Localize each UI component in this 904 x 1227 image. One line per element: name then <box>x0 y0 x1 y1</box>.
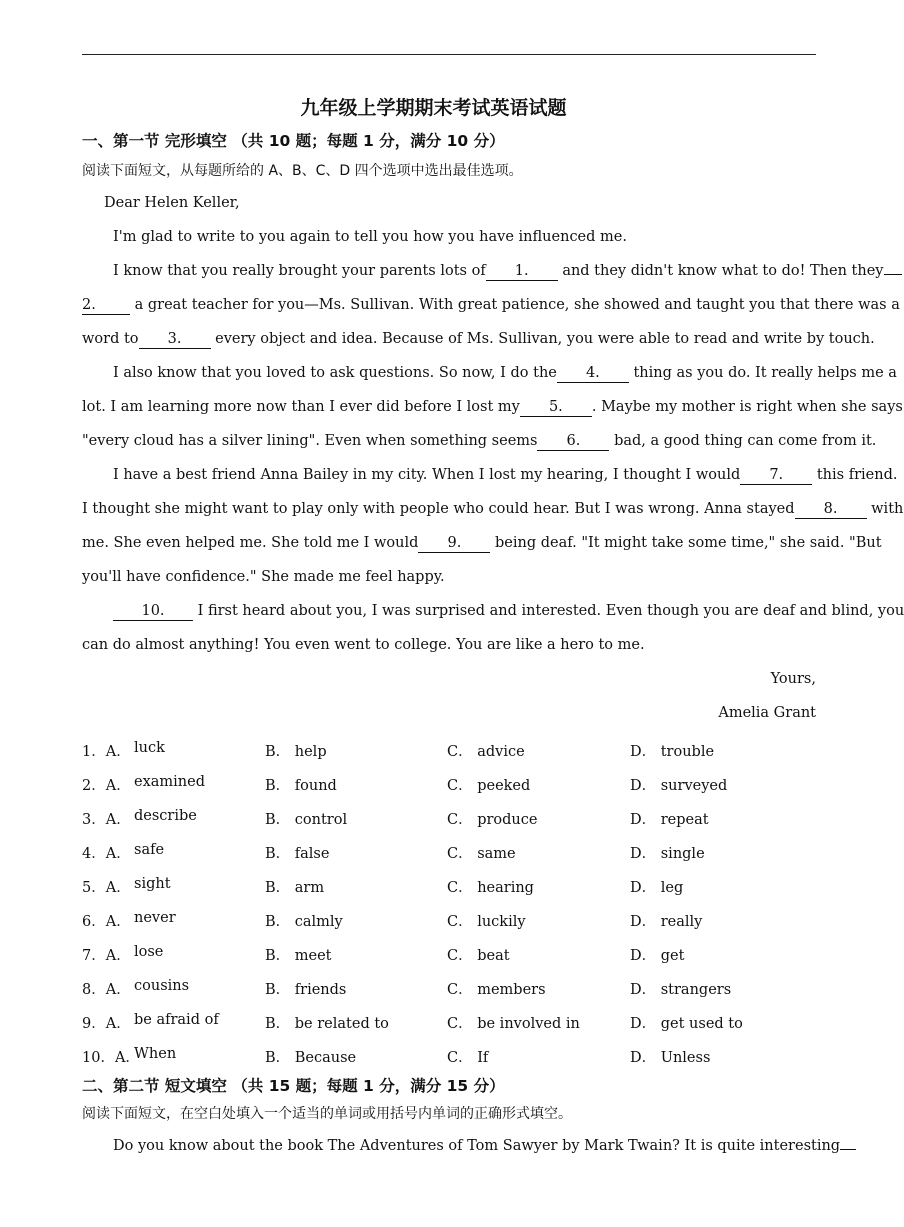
option-b[interactable]: B． friends <box>265 982 347 998</box>
option-d[interactable]: D． surveyed <box>630 778 728 794</box>
blank-8[interactable]: 8. <box>795 502 867 519</box>
option-number-a: 4．A． <box>82 846 131 862</box>
option-a[interactable]: When <box>134 1046 177 1062</box>
option-d[interactable]: D． get <box>630 948 685 964</box>
option-b[interactable]: B． arm <box>265 880 325 896</box>
option-a[interactable]: examined <box>134 774 205 790</box>
section1-instruction: 阅读下面短文，从每题所给的 A、B、C、D 四个选项中选出最佳选项。 <box>82 163 523 179</box>
letter-line: word to 3. every object and idea. Because of Ms. Sullivan, you were able to read and write by touch. <box>82 331 875 347</box>
option-b[interactable]: B． meet <box>265 948 332 964</box>
option-number-a: 2．A． <box>82 778 131 794</box>
option-c[interactable]: C． beat <box>447 948 510 964</box>
option-number-a: 10．A． <box>82 1050 140 1066</box>
letter-line: I thought she might want to play only with people who could hear. But I was wrong. Anna stayed 8. with <box>82 501 904 517</box>
letter-paragraph-5-end: can do almost anything! You even went to college. You are like a hero to me. <box>82 637 645 653</box>
option-a[interactable]: never <box>134 910 176 926</box>
option-c[interactable]: C． advice <box>447 744 525 760</box>
blank-9[interactable]: 9. <box>418 536 490 553</box>
option-c[interactable]: C． peeked <box>447 778 531 794</box>
option-b[interactable]: B． false <box>265 846 330 862</box>
letter-paragraph-1: I'm glad to write to you again to tell you how you have influenced me. <box>113 229 627 245</box>
letter-signature: Amelia Grant <box>718 705 816 721</box>
section2-paragraph-1: Do you know about the book The Adventures of Tom Sawyer by Mark Twain? It is quite interesting <box>113 1138 856 1154</box>
option-d[interactable]: D． get used to <box>630 1016 743 1032</box>
option-number-a: 8．A． <box>82 982 131 998</box>
option-c[interactable]: C． hearing <box>447 880 534 896</box>
letter-closing: Yours, <box>770 671 816 687</box>
letter-line: I also know that you loved to ask questions. So now, I do the 4. thing as you do. It really helps me a <box>113 365 897 381</box>
section2-heading: 二、第二节 短文填空 （共 15 题；每题 1 分，满分 15 分） <box>82 1077 505 1095</box>
option-a[interactable]: safe <box>134 842 165 858</box>
option-a[interactable]: be afraid of <box>134 1012 219 1028</box>
letter-line: "every cloud has a silver lining". Even when something seems 6. bad, a good thing can come from it. <box>82 433 877 449</box>
option-c[interactable]: C． produce <box>447 812 538 828</box>
blank-trail <box>884 274 902 275</box>
option-number-a: 5．A． <box>82 880 131 896</box>
section1-heading: 一、第一节 完形填空 （共 10 题；每题 1 分，满分 10 分） <box>82 132 505 150</box>
top-rule <box>82 54 816 55</box>
option-b[interactable]: B． help <box>265 744 327 760</box>
option-d[interactable]: D． leg <box>630 880 684 896</box>
option-a[interactable]: lose <box>134 944 164 960</box>
blank-6[interactable]: 6. <box>537 434 609 451</box>
letter-greeting: Dear Helen Keller, <box>104 195 240 211</box>
section2-instruction: 阅读下面短文，在空白处填入一个适当的单词或用括号内单词的正确形式填空。 <box>82 1106 572 1122</box>
option-b[interactable]: B． Because <box>265 1050 357 1066</box>
option-b[interactable]: B． calmly <box>265 914 343 930</box>
option-number-a: 1．A． <box>82 744 131 760</box>
option-c[interactable]: C． If <box>447 1050 489 1066</box>
option-number-a: 9．A． <box>82 1016 131 1032</box>
blank-7[interactable]: 7. <box>740 468 812 485</box>
option-a[interactable]: luck <box>134 740 165 756</box>
option-d[interactable]: D． really <box>630 914 703 930</box>
page-title: 九年级上学期期末考试英语试题 <box>300 97 567 119</box>
option-c[interactable]: C． members <box>447 982 546 998</box>
option-c[interactable]: C． luckily <box>447 914 526 930</box>
option-a[interactable]: cousins <box>134 978 190 994</box>
option-d[interactable]: D． repeat <box>630 812 709 828</box>
letter-line: 10. I first heard about you, I was surprised and interested. Even though you are deaf and blind, you <box>113 603 904 621</box>
option-number-a: 6．A． <box>82 914 131 930</box>
letter-line: I know that you really brought your parents lots of 1. and they didn't know what to do! Then they <box>113 263 902 281</box>
option-d[interactable]: D． strangers <box>630 982 732 998</box>
option-d[interactable]: D． trouble <box>630 744 715 760</box>
option-a[interactable]: sight <box>134 876 171 892</box>
letter-line: lot. I am learning more now than I ever did before I lost my 5. . Maybe my mother is right when she says <box>82 399 903 415</box>
option-c[interactable]: C． same <box>447 846 516 862</box>
option-number-a: 7．A． <box>82 948 131 964</box>
option-number-a: 3．A． <box>82 812 131 828</box>
option-a[interactable]: describe <box>134 808 197 824</box>
letter-paragraph-4-end: you'll have confidence." She made me feel happy. <box>82 569 445 585</box>
blank-5[interactable]: 5. <box>520 400 592 417</box>
blank-3[interactable]: 3. <box>139 332 211 349</box>
blank-section2-1[interactable] <box>840 1149 856 1150</box>
option-c[interactable]: C． be involved in <box>447 1016 580 1032</box>
blank-2[interactable]: 2. <box>82 298 130 315</box>
blank-1[interactable]: 1. <box>486 264 558 281</box>
letter-line: 2. a great teacher for you—Ms. Sullivan. With great patience, she showed and taught you that there was a <box>82 297 900 313</box>
blank-10[interactable]: 10. <box>113 604 193 621</box>
option-d[interactable]: D． single <box>630 846 705 862</box>
option-b[interactable]: B． be related to <box>265 1016 389 1032</box>
letter-line: me. She even helped me. She told me I would 9. being deaf. "It might take some time," she said. "But <box>82 535 882 551</box>
option-b[interactable]: B． control <box>265 812 348 828</box>
option-b[interactable]: B． found <box>265 778 337 794</box>
option-d[interactable]: D． Unless <box>630 1050 711 1066</box>
blank-4[interactable]: 4. <box>557 366 629 383</box>
letter-line: I have a best friend Anna Bailey in my city. When I lost my hearing, I thought I would 7. this friend. <box>113 467 898 483</box>
